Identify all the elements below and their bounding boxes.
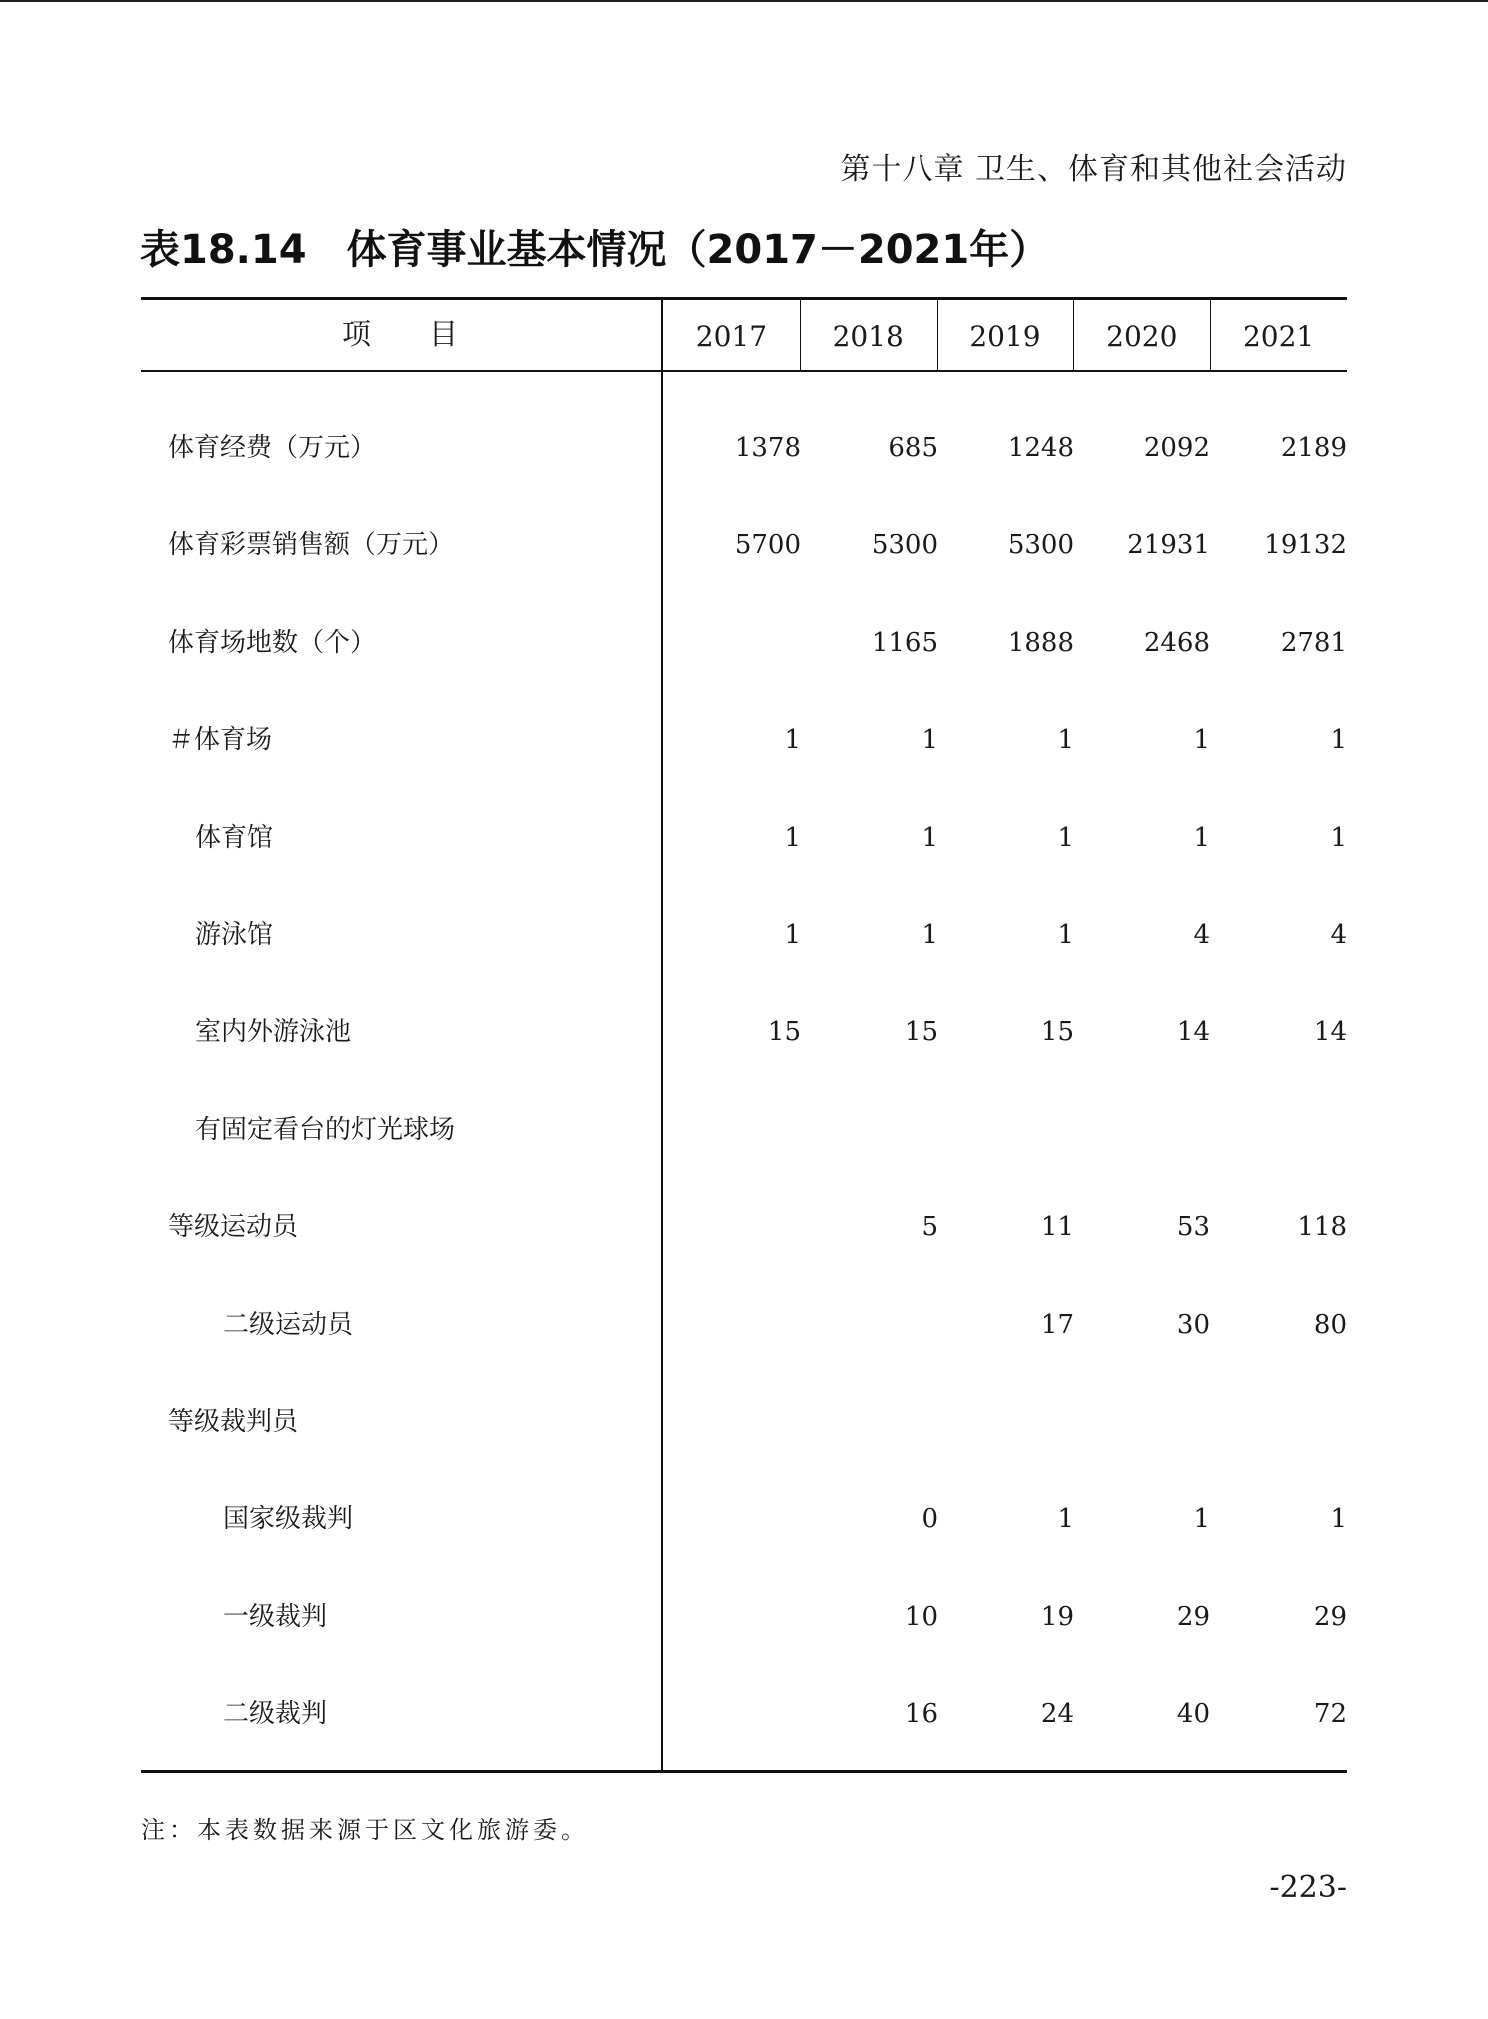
header-year-2019: 2019 [969,320,1041,353]
row-label: 一级裁判 [223,1601,328,1632]
cell-2021: 14 [1313,1017,1347,1048]
cell-2021: 2781 [1280,627,1347,658]
header-year-2021: 2021 [1242,320,1315,353]
row-label: 游泳馆 [195,920,274,950]
cell-2019: 11 [1040,1212,1074,1243]
cell-2020: 30 [1176,1309,1210,1340]
header-item [141,297,661,371]
cell-2020: 40 [1176,1699,1210,1730]
row-label: 室内外游泳池 [195,1017,352,1048]
row-label: 有固定看台的灯光球场 [195,1114,456,1145]
header-column-rule [1210,297,1211,371]
cell-2017: 1378 [734,433,801,463]
cell-2018: 1 [921,822,938,853]
cell-2021: 1 [1330,1504,1347,1535]
cell-2020: 1 [1193,1504,1210,1535]
cell-2021: 72 [1313,1699,1347,1730]
table-title-text: 体育事业基本情况（2017－2021年） [346,227,1050,273]
table-row [141,1666,1347,1763]
table-bottom-rule [141,1770,1347,1773]
cell-2020: 1 [1193,822,1210,853]
cell-2021: 29 [1313,1601,1347,1632]
cell-2020: 21931 [1127,530,1210,561]
row-label: 二级裁判 [223,1699,328,1730]
cell-2018: 1165 [871,627,938,658]
row-label: 体育场地数（个） [168,627,377,658]
cell-2020: 2468 [1143,627,1210,658]
page-number: -223- [1269,1870,1347,1905]
cell-2019: 1 [1057,822,1074,853]
table-row [141,1277,1347,1374]
table-row [141,497,1347,594]
table-title [140,218,1049,275]
top-rule [0,0,1488,2]
cell-2019: 19 [1040,1601,1074,1632]
header-year-2020: 2020 [1106,320,1178,353]
row-label: 等级裁判员 [168,1407,299,1437]
cell-2018: 0 [921,1504,938,1535]
table-row [141,1179,1347,1276]
cell-2019: 15 [1040,1017,1074,1048]
cell-2018: 1 [921,920,938,950]
table-row [141,1082,1347,1179]
stats-table [141,297,1347,1772]
cell-2017: 5700 [734,530,801,561]
cell-2021: 1 [1330,725,1347,756]
header-item-char-1: 项 [341,317,373,351]
cell-2020: 29 [1176,1601,1210,1632]
cell-2020: 1 [1193,725,1210,756]
cell-2020: 53 [1176,1212,1210,1243]
table-row [141,1374,1347,1471]
cell-2021: 1 [1330,822,1347,853]
cell-2020: 14 [1176,1017,1210,1048]
cell-2017: 1 [784,920,801,950]
table-row [141,984,1347,1081]
cell-2019: 1 [1057,1504,1074,1535]
row-label: 等级运动员 [168,1212,299,1243]
cell-2019: 1 [1057,725,1074,756]
table-row [141,887,1347,984]
cell-2018: 5 [921,1212,938,1243]
cell-2018: 685 [888,433,938,463]
table-row [141,1569,1347,1666]
cell-2021: 19132 [1264,530,1347,561]
cell-2019: 1248 [1007,433,1074,463]
table-row [141,692,1347,789]
row-label: 国家级裁判 [223,1504,354,1535]
cell-2019: 1888 [1007,627,1074,658]
cell-2019: 24 [1040,1699,1074,1730]
cell-2019: 5300 [1007,530,1074,561]
table-row [141,595,1347,692]
cell-2020: 2092 [1143,433,1210,463]
cell-2018: 10 [904,1601,938,1632]
row-label: 二级运动员 [223,1309,354,1340]
row-label: 体育彩票销售额（万元） [168,530,455,561]
cell-2019: 17 [1040,1309,1074,1340]
row-label: 体育馆 [195,822,274,853]
cell-2020: 4 [1193,920,1210,950]
table-row [141,1471,1347,1568]
cell-2017: 1 [784,822,801,853]
chapter-header: 第十八章 卫生、体育和其他社会活动 [840,152,1347,187]
header-column-rule [937,297,938,371]
row-label: 体育经费（万元） [168,433,377,463]
cell-2017: 1 [784,725,801,756]
header-year-2018: 2018 [832,320,904,353]
table-row [141,400,1347,497]
cell-2018: 1 [921,725,938,756]
cell-2021: 80 [1313,1309,1347,1340]
cell-2018: 5300 [871,530,938,561]
table-row [141,790,1347,887]
cell-2018: 16 [904,1699,938,1730]
header-column-rule [1073,297,1074,371]
header-column-rule [800,297,801,371]
header-year-2017: 2017 [695,320,768,353]
cell-2017: 15 [767,1017,801,1048]
cell-2021: 118 [1297,1212,1347,1243]
cell-2021: 4 [1330,920,1347,950]
cell-2018: 15 [904,1017,938,1048]
header-item-char-2: 目 [429,317,461,351]
table-number: 表18.14 [140,227,307,273]
row-label: ＃体育场 [168,725,273,756]
table-note: 注：本表数据来源于区文化旅游委。 [141,1816,589,1844]
cell-2019: 1 [1057,920,1074,950]
cell-2021: 2189 [1280,433,1347,463]
